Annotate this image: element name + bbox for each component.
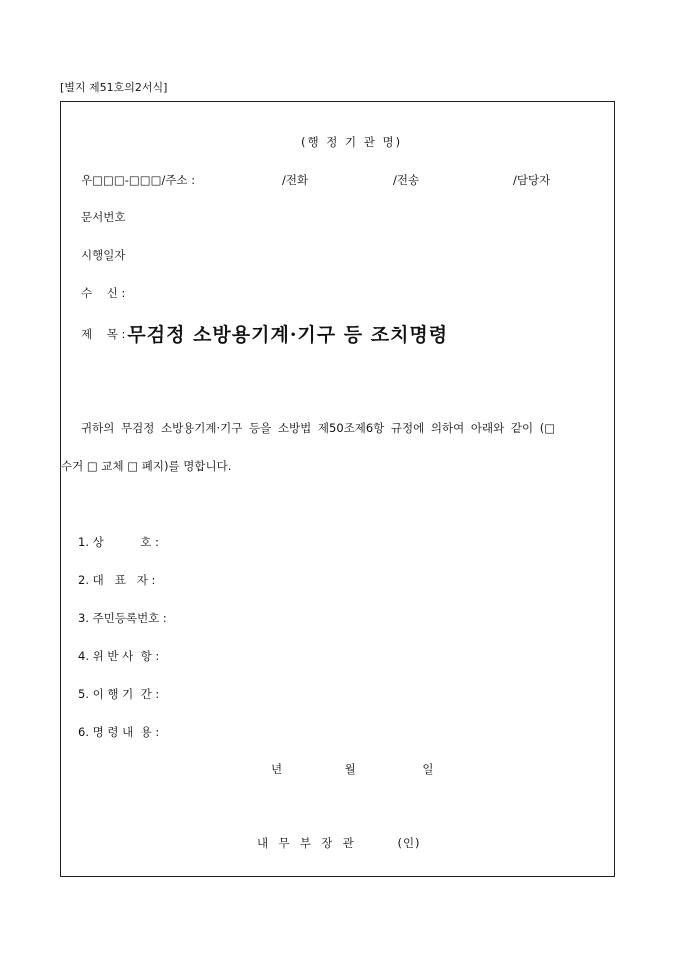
item-label: 5. 이 행 기 간 : (78, 687, 160, 701)
subject-row (81, 320, 448, 347)
subject-label: 제 목 : (81, 326, 126, 341)
date-row (271, 761, 433, 777)
item-resident-number (78, 610, 176, 626)
recipient-label: 수 신 : (81, 286, 126, 300)
doc-number-label: 문서번호 (81, 210, 126, 224)
signer-row (257, 835, 421, 851)
item-label: 1. 상 호 : (78, 535, 159, 549)
phone-field: /전화 (282, 173, 309, 187)
item-business-name (78, 534, 176, 550)
item-label: 2. 대 표 자 : (78, 573, 156, 587)
staff-field: /담당자 (513, 173, 551, 187)
item-label: 3. 주민등록번호 : (78, 611, 167, 625)
item-compliance-period (78, 686, 176, 702)
item-label: 4. 위 반 사 항 : (78, 649, 160, 663)
body-paragraph-line1: 귀하의 무검정 소방용기계·기구 등을 소방법 제50조제6항 규정에 의하여 아래와 같이 (□ (81, 421, 556, 435)
item-representative (78, 572, 176, 588)
date-day: 일 (422, 762, 434, 776)
fax-field: /전송 (393, 173, 420, 187)
item-violation (78, 648, 176, 664)
signer-title: 내 무 부 장 관 (257, 836, 355, 850)
date-month: 월 (344, 762, 356, 776)
address-field: 우□□□-□□□/주소 : (81, 173, 196, 187)
form-number-label: [별지 제51호의2서식] (60, 81, 168, 94)
subject-title: 무검정 소방용기계·기구 등 조치명령 (127, 324, 449, 346)
document-frame (60, 101, 615, 877)
date-year: 년 (271, 762, 283, 776)
implementation-date-label: 시행일자 (81, 248, 126, 262)
agency-name: (행 정 기 관 명) (301, 135, 403, 149)
item-order-content (78, 724, 176, 740)
item-label: 6. 명 령 내 용 : (78, 725, 160, 739)
body-paragraph-line2: 수거 □ 교체 □ 폐지)를 명합니다. (61, 459, 232, 473)
seal-mark: (인) (397, 836, 421, 850)
